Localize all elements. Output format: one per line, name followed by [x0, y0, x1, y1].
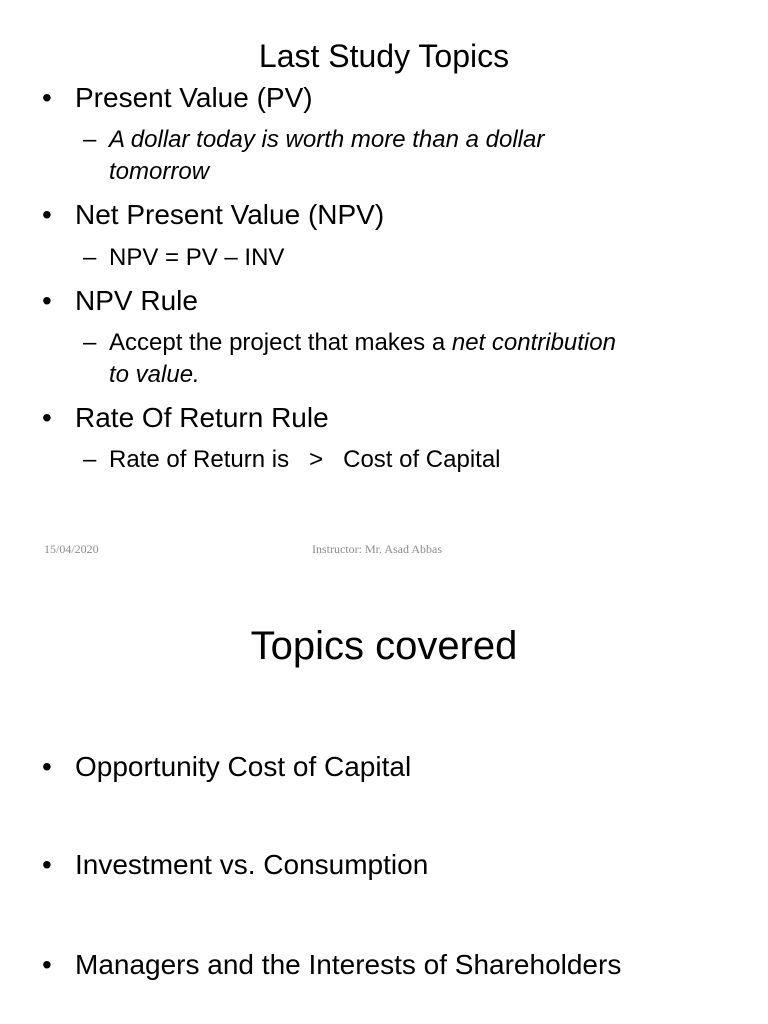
bullet-text: Present Value (PV): [75, 82, 313, 113]
sub-bullet-marker: –: [83, 446, 97, 473]
bullet-marker: •: [42, 949, 52, 980]
bullet-marker: •: [42, 199, 52, 230]
sub-bullet-text-italic: net contribution: [451, 329, 616, 356]
sub-bullet-text-plain: Accept the project that makes a: [109, 329, 452, 356]
footer-date: 15/04/2020: [44, 542, 99, 556]
slide-1-title: Last Study Topics: [258, 38, 510, 74]
slide-2-title: Topics covered: [250, 624, 518, 668]
bullet-marker: •: [42, 285, 52, 316]
sub-bullet-text-cont: tomorrow: [109, 158, 210, 185]
bullet-text: Managers and the Interests of Shareholders: [75, 949, 622, 980]
sub-bullet-text: Rate of Return is > Cost of Capital: [109, 446, 501, 473]
bullet-text: NPV Rule: [75, 285, 198, 316]
sub-bullet-text-cont: to value.: [109, 361, 200, 388]
sub-bullet-text: [109, 329, 616, 357]
bullet-text: Opportunity Cost of Capital: [75, 751, 412, 782]
sub-bullet-marker: –: [83, 126, 97, 153]
bullet-marker: •: [42, 402, 52, 433]
bullet-marker: •: [42, 751, 52, 782]
bullet-text: Rate Of Return Rule: [75, 402, 329, 433]
sub-bullet-text: NPV = PV – INV: [109, 244, 285, 271]
sub-bullet-marker: –: [83, 329, 97, 356]
sub-bullet-marker: –: [83, 244, 97, 271]
bullet-text: Net Present Value (NPV): [75, 199, 385, 230]
bullet-marker: •: [42, 82, 52, 113]
footer-instructor: Instructor: Mr. Asad Abbas: [312, 542, 442, 556]
bullet-marker: •: [42, 849, 52, 880]
bullet-text: Investment vs. Consumption: [75, 849, 429, 880]
sub-bullet-text: A dollar today is worth more than a dollar: [109, 126, 545, 153]
